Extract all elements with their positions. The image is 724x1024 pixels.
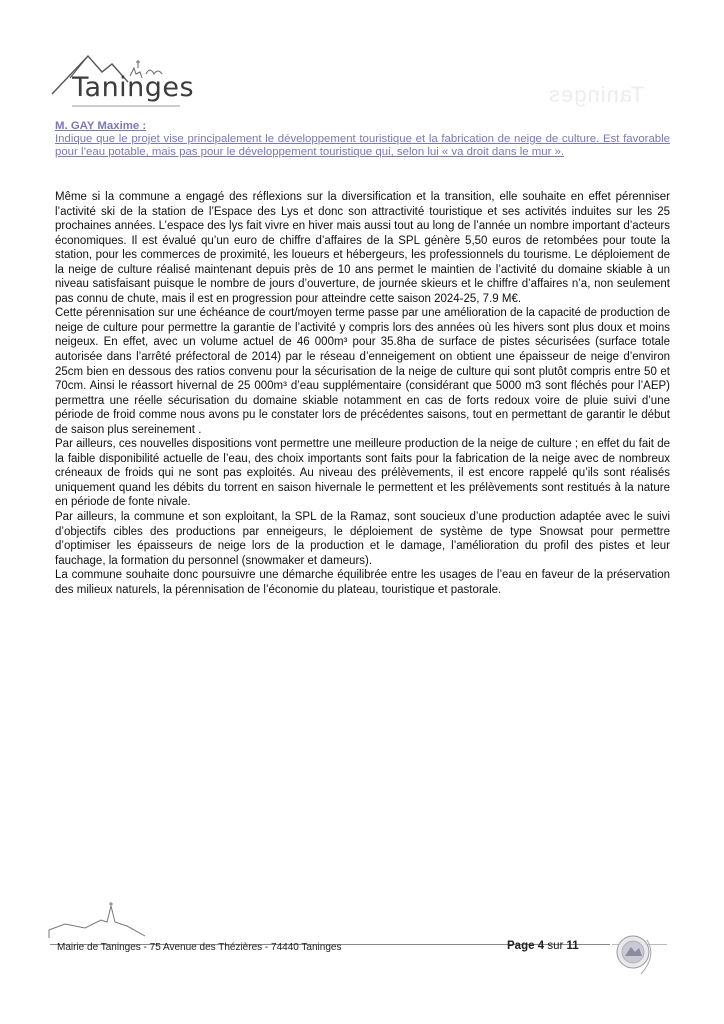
paragraph: Cette pérennisation sur une échéance de court/moyen terme passe par une amélioration de la capacité de production de neige de culture pour permettre la garantie de l’activité y compris lors des années où les hivers sont plus doux et moins neigeux. En effet, avec un volume actuel de 46 000m³ pour 35.8ha de surface de pistes sécurisées (surface totale autorisée dans l’arrêté préfectoral de 2014) par le réseau d’enneigement on obtient une épaisseur de neige d’environ 25cm bien en dessous des ratios convenu pour la sécurisation de la neige de culture qui sont plutôt compris entre 50 et 70cm. Ainsi le réassort hivernal de 25 000m³ d’eau supplémentaire (considérant que 5000 m3 sont fléchés pour l’AEP) permettra une réelle sécurisation du domaine skiable notamment en cas de forts redoux voire de pluie suivi d’une période de froid comme nous avons pu le constater lors de précédentes saisons, tout en permettant de garantir le début de saison plus sereinement .	[55, 307, 670, 436]
page-total: 11	[566, 940, 579, 952]
mountain-church-icon	[45, 900, 155, 940]
page-separator: sur	[547, 940, 564, 952]
taninges-logo	[50, 50, 200, 114]
paragraph: Même si la commune a engagé des réflexions sur la diversification et la transition, elle souhaite en effet pérenniser l’activité ski de la station de l’Espace des Lys et donc son attractivité touristique et ses activités induites sur les 25 prochaines années. L’espace des lys fait vivre en hiver mais aussi tout au long de l’année un nombre important d’acteurs économiques. Il est évalué qu’un euro de chiffre d’affaires de la SPL génère 5,50 euros de retombées pour toute la station, pour les commerces de proximité, les loueurs et hébergeurs, les professionnels du tourisme. Le déploiement de la neige de culture réalisé maintenant depuis près de 10 ans permet le maintien de l’activité du domaine skiable à un niveau satisfaisant puisque le nombre de jours d’ouverture, de journée skieurs et le chiffre d’affaires n’a, non seulement pas connu de chute, mais il est en progression pour atteindre cette saison 2024-25, 7.9 M€.	[55, 191, 670, 305]
logo-wordmark: Taninges	[72, 72, 195, 103]
observation-text: Indique que le projet vise principalement le développement touristique et la fabrication de neige de culture. Est favorable pour l’eau potable, mais pas pour le développement touristique qui, selon lui « va droit dans le mur ».	[55, 133, 670, 158]
observation-quote	[55, 120, 670, 159]
paragraph: Par ailleurs, ces nouvelles dispositions vont permettre une meilleure production de la neige de culture ; en effet du fait de la faible disponibilité actuelle de l’eau, des choix importants sont faits pour la fabrication de la neige avec de nombreux créneaux de froids qui ne sont pas exploités. Au niveau des prélèvements, il est encore rappelé qu’ils sont réalisés uniquement quand les débits du torrent en saison hivernale le permettent et les prélèvements sont restitués à la nature en période de fonte nivale.	[55, 438, 670, 509]
page-number	[507, 940, 579, 952]
paragraph: La commune souhaite donc poursuivre une démarche équilibrée entre les usages de l’eau en faveur de la préservation des milieux naturels, la pérennisation de l’économie du plateau, touristique et pastorale.	[55, 569, 670, 596]
bleed-through-logo: Taninges	[548, 82, 645, 107]
response-body	[55, 190, 670, 597]
footer-address: Mairie de Taninges - 75 Avenue des Thézières - 74440 Taninges	[57, 942, 342, 953]
page-label: Page	[507, 940, 535, 952]
observer-name: M. GAY Maxime :	[55, 120, 147, 132]
paragraph: Par ailleurs, la commune et son exploitant, la SPL de la Ramaz, sont soucieux d’une production adaptée avec le suivi d’objectifs cibles des productions par enneigeurs, le déploiement de système de type Snowsat pour permettre d’optimiser les épaisseurs de neige lors de la production et le damage, l’amélioration du profil des pistes et leur fauchage, la formation du personnel (snowmaker et dameurs).	[55, 511, 670, 567]
footer-mountain-art	[45, 900, 155, 940]
town-seal	[611, 930, 661, 980]
seal-icon	[611, 930, 661, 980]
page-current: 4	[537, 940, 545, 952]
